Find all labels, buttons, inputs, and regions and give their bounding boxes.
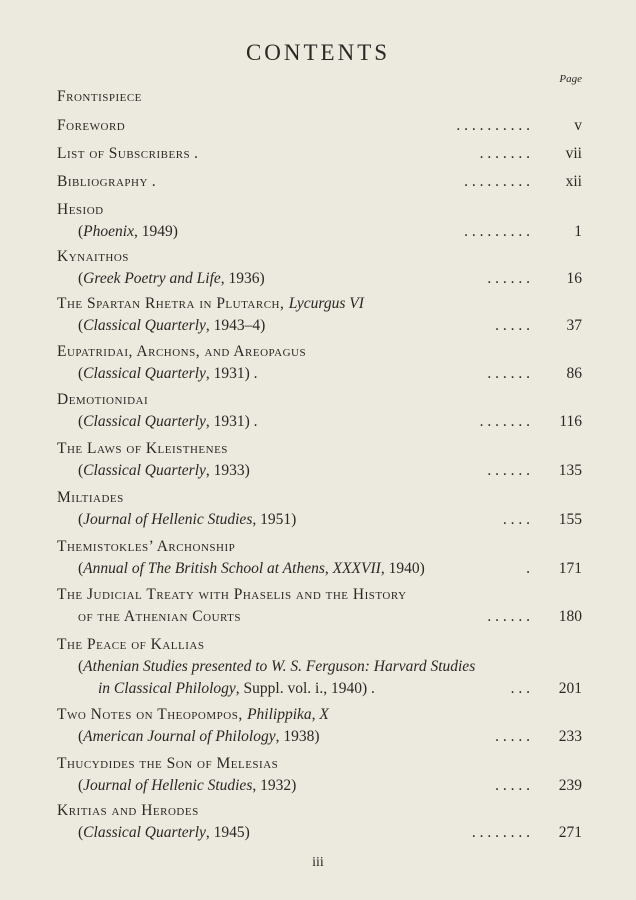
text-segment: The Judicial Treaty with Phaselis and the History bbox=[57, 586, 407, 603]
toc-line-text bbox=[78, 365, 258, 383]
toc-line-text bbox=[57, 295, 364, 313]
text-segment: Hesiod bbox=[57, 201, 104, 218]
text-segment: , 1931) . bbox=[205, 413, 258, 430]
text-segment: Kritias and Herodes bbox=[57, 802, 199, 819]
leader-dots: . . . . . . . . bbox=[471, 824, 530, 841]
text-segment: The Laws of Kleisthenes bbox=[57, 440, 228, 457]
leader-dots: . . . . bbox=[502, 511, 530, 528]
text-segment: , 1933) bbox=[205, 462, 250, 479]
toc-entry bbox=[0, 636, 636, 702]
toc-line-text bbox=[57, 248, 129, 266]
page-number: 201 bbox=[558, 680, 582, 697]
leader-dots: . . . . . bbox=[495, 317, 530, 334]
text-segment: ( bbox=[78, 777, 84, 794]
text-segment: Kynaithos bbox=[57, 248, 129, 265]
toc-line bbox=[0, 413, 636, 435]
toc-line bbox=[0, 728, 636, 750]
text-segment: ( bbox=[78, 728, 84, 745]
toc-entry bbox=[0, 538, 636, 582]
page-number: vii bbox=[565, 145, 582, 162]
toc-entry bbox=[0, 706, 636, 750]
italic-text: Classical Quarterly bbox=[83, 365, 206, 382]
toc-line bbox=[0, 489, 636, 511]
text-segment: , bbox=[324, 560, 333, 577]
toc-entry bbox=[0, 343, 636, 387]
italic-text: Classical Quarterly bbox=[83, 824, 206, 841]
toc-line-text bbox=[78, 413, 258, 431]
toc-line bbox=[0, 680, 636, 702]
toc-line-text bbox=[78, 270, 265, 288]
italic-text: Classical Quarterly bbox=[83, 413, 206, 430]
page-column-header: Page bbox=[559, 73, 582, 85]
page-number: 116 bbox=[559, 413, 582, 430]
page-number: 86 bbox=[566, 365, 582, 382]
toc-line-text bbox=[57, 538, 235, 556]
toc-line bbox=[0, 270, 636, 292]
toc-line-text bbox=[57, 706, 329, 724]
toc-line-text bbox=[57, 391, 148, 409]
toc-line bbox=[0, 88, 636, 110]
leader-dots: . bbox=[526, 560, 530, 577]
toc-line-text bbox=[57, 755, 278, 773]
italic-text: in Classical Philology bbox=[98, 680, 236, 697]
toc-line-text bbox=[57, 489, 124, 507]
page-number: 1 bbox=[574, 223, 582, 240]
leader-dots: . . . . . bbox=[495, 728, 530, 745]
toc-line-text bbox=[57, 802, 199, 820]
toc-line bbox=[0, 248, 636, 270]
leader-dots: . . . . . . bbox=[487, 462, 530, 479]
leader-dots: . . . . . bbox=[495, 777, 530, 794]
page-number: 239 bbox=[558, 777, 582, 794]
toc-line bbox=[0, 223, 636, 245]
toc-line bbox=[0, 462, 636, 484]
leader-dots: . . . . . . . bbox=[479, 413, 530, 430]
italic-text: Phoenix bbox=[83, 223, 134, 240]
toc-line bbox=[0, 636, 636, 658]
text-segment: The Spartan Rhetra in Plutarch, bbox=[57, 295, 289, 312]
text-segment: , 1945) bbox=[205, 824, 250, 841]
toc-line bbox=[0, 511, 636, 533]
text-segment: . bbox=[190, 145, 198, 162]
page-number: xii bbox=[565, 173, 582, 190]
text-segment: Two Notes on Theopompos, bbox=[57, 706, 248, 723]
leader-dots: . . . . . . . . . bbox=[464, 173, 530, 190]
page-number: 171 bbox=[558, 560, 582, 577]
text-segment: ( bbox=[78, 511, 84, 528]
italic-text: Lycurgus VI bbox=[288, 295, 364, 312]
italic-text: American Journal of Philology bbox=[83, 728, 276, 745]
page-folio: iii bbox=[312, 855, 324, 870]
italic-text: Annual of The British School at Athens bbox=[83, 560, 325, 577]
toc-line-text bbox=[57, 201, 104, 219]
text-segment: Bibliography bbox=[57, 173, 148, 190]
toc-entry bbox=[0, 391, 636, 435]
toc-entry bbox=[0, 173, 636, 195]
text-segment: Thucydides the Son of Melesias bbox=[57, 755, 279, 772]
page-number: 37 bbox=[566, 317, 582, 334]
toc-line-text bbox=[57, 117, 125, 135]
toc-line-text bbox=[57, 440, 228, 458]
italic-text: XXXVII bbox=[332, 560, 381, 577]
italic-text: Classical Quarterly bbox=[83, 462, 206, 479]
text-segment: ( bbox=[78, 560, 84, 577]
toc-line bbox=[0, 538, 636, 560]
toc-line-text bbox=[78, 462, 250, 480]
toc-line bbox=[0, 824, 636, 846]
toc-line bbox=[0, 317, 636, 339]
toc-entry bbox=[0, 586, 636, 630]
toc-line bbox=[0, 391, 636, 413]
page-number: 271 bbox=[558, 824, 582, 841]
toc-line bbox=[0, 777, 636, 799]
text-segment: ( bbox=[78, 824, 84, 841]
text-segment: , 1931) . bbox=[205, 365, 258, 382]
toc-line-text bbox=[57, 586, 407, 604]
page-number: v bbox=[574, 117, 582, 134]
italic-text: Athenian Studies presented to W. S. Ferguson: Harvard Studies bbox=[83, 658, 476, 675]
toc-line bbox=[0, 201, 636, 223]
toc-line bbox=[0, 586, 636, 608]
text-segment: , 1936) bbox=[220, 270, 265, 287]
toc-line bbox=[0, 365, 636, 387]
toc-entry bbox=[0, 88, 636, 110]
toc-line bbox=[0, 145, 636, 167]
toc-entry bbox=[0, 117, 636, 139]
italic-text: Greek Poetry and Life bbox=[83, 270, 221, 287]
page-number: 135 bbox=[558, 462, 582, 479]
toc-line-text bbox=[78, 223, 178, 241]
page-number: 180 bbox=[558, 608, 582, 625]
text-segment: Demotionidai bbox=[57, 391, 149, 408]
toc-line bbox=[0, 295, 636, 317]
italic-text: Philippika, X bbox=[247, 706, 329, 723]
toc-line-text bbox=[57, 636, 204, 654]
leader-dots: . . . . . . bbox=[487, 365, 530, 382]
text-segment: ( bbox=[78, 658, 84, 675]
toc-entry bbox=[0, 489, 636, 533]
toc-entry bbox=[0, 248, 636, 292]
text-segment: Miltiades bbox=[57, 489, 124, 506]
toc-line bbox=[0, 706, 636, 728]
text-segment: Eupatridai, Archons, and Areopagus bbox=[57, 343, 307, 360]
italic-text: Journal of Hellenic Studies bbox=[83, 511, 253, 528]
toc-line-text bbox=[78, 608, 241, 626]
toc-line bbox=[0, 802, 636, 824]
leader-dots: . . . . . . . bbox=[479, 145, 530, 162]
leader-dots: . . . . . . . . . bbox=[464, 223, 530, 240]
toc-line-text bbox=[57, 145, 198, 163]
toc-line-text bbox=[78, 824, 250, 842]
text-segment: of the Athenian Courts bbox=[78, 608, 242, 625]
toc-entry bbox=[0, 755, 636, 799]
toc-line bbox=[0, 173, 636, 195]
toc-line bbox=[0, 117, 636, 139]
text-segment: ( bbox=[78, 270, 84, 287]
toc-line bbox=[0, 440, 636, 462]
text-segment: , Suppl. vol. i., 1940) . bbox=[235, 680, 375, 697]
text-segment: List of Subscribers bbox=[57, 145, 191, 162]
text-segment: . bbox=[147, 173, 156, 190]
leader-dots: . . . . . . . . . . bbox=[456, 117, 530, 134]
text-segment: , 1938) bbox=[275, 728, 320, 745]
toc-entry bbox=[0, 802, 636, 846]
text-segment: ( bbox=[78, 462, 84, 479]
page-number: 16 bbox=[566, 270, 582, 287]
toc-line-text bbox=[78, 658, 475, 676]
text-segment: ( bbox=[78, 365, 84, 382]
text-segment: The Peace of Kallias bbox=[57, 636, 205, 653]
text-segment: Foreword bbox=[57, 117, 126, 134]
toc-line-text bbox=[57, 173, 156, 191]
text-segment: , 1951) bbox=[252, 511, 297, 528]
text-segment: ( bbox=[78, 317, 84, 334]
text-segment: , 1940) bbox=[380, 560, 425, 577]
leader-dots: . . . . . . bbox=[487, 270, 530, 287]
toc-line-text bbox=[57, 343, 306, 361]
text-segment: Frontispiece bbox=[57, 88, 142, 105]
text-segment: Themistokles’ Archonship bbox=[57, 538, 236, 555]
italic-text: Classical Quarterly bbox=[83, 317, 206, 334]
toc-line-text bbox=[57, 88, 142, 106]
toc-entry bbox=[0, 295, 636, 339]
text-segment: , 1949) bbox=[133, 223, 178, 240]
page-number: 155 bbox=[558, 511, 582, 528]
toc-line bbox=[0, 755, 636, 777]
toc-entry bbox=[0, 201, 636, 245]
page-number: 233 bbox=[558, 728, 582, 745]
text-segment: ( bbox=[78, 223, 84, 240]
toc-line bbox=[0, 658, 636, 680]
text-segment: , 1943–4) bbox=[205, 317, 266, 334]
toc-entry bbox=[0, 145, 636, 167]
toc-entry bbox=[0, 440, 636, 484]
toc-line bbox=[0, 560, 636, 582]
leader-dots: . . . bbox=[510, 680, 530, 697]
italic-text: Journal of Hellenic Studies bbox=[83, 777, 253, 794]
text-segment: ( bbox=[78, 413, 84, 430]
toc-line bbox=[0, 608, 636, 630]
toc-line bbox=[0, 343, 636, 365]
text-segment: , 1932) bbox=[252, 777, 297, 794]
toc-line-text bbox=[78, 317, 265, 335]
page-title: CONTENTS bbox=[245, 40, 391, 65]
leader-dots: . . . . . . bbox=[487, 608, 530, 625]
